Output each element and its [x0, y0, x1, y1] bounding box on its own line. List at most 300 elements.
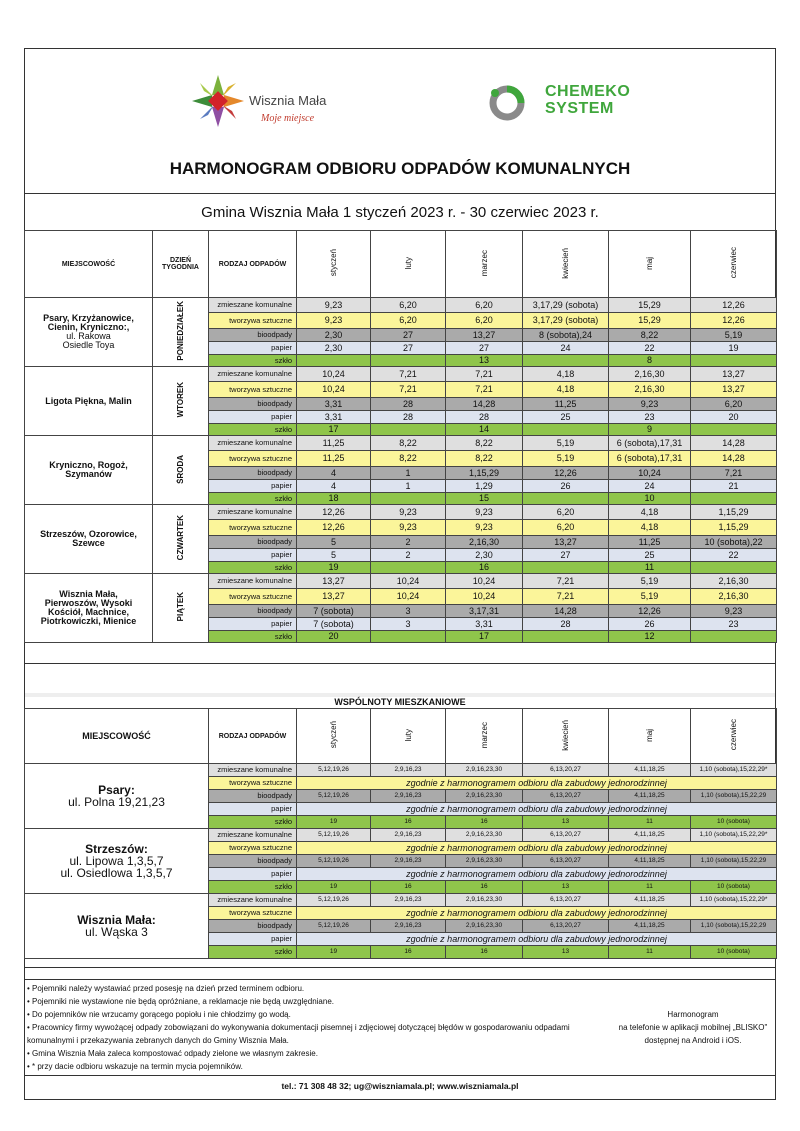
date-cell: 2,16,30 [446, 536, 523, 549]
date-cell: 8,22 [371, 436, 446, 451]
date-cell [691, 424, 777, 436]
date-cell: 3,31 [297, 398, 371, 411]
waste-type-label: bioodpady [209, 329, 297, 342]
date-cell: 1 [371, 467, 446, 480]
date-cell: 28 [523, 618, 609, 631]
month-header: kwiecień [561, 247, 570, 279]
waste-type-label: bioodpady [209, 398, 297, 411]
date-cell: 12,26 [297, 505, 371, 520]
date-cell: 27 [446, 342, 523, 355]
waste-type-label: tworzywa sztuczne [209, 907, 297, 920]
date-cell: 12,26 [691, 313, 777, 329]
date-cell: 15,29 [609, 298, 691, 313]
waste-type-label: bioodpady [209, 855, 297, 868]
merged-note: zgodnie z harmonogramem odbioru dla zabudowy jednorodzinnej [297, 933, 777, 946]
waste-type-label: szkło [209, 355, 297, 367]
date-cell: 7,21 [691, 467, 777, 480]
date-cell: 20 [297, 631, 371, 643]
location-line: Szymanów [65, 469, 112, 479]
location-line: ul. Wąska 3 [85, 925, 148, 939]
day-label: PONIEDZIAŁEK [175, 301, 185, 361]
date-cell: 5,19 [523, 436, 609, 451]
date-cell: 2,9,16,23,30 [446, 855, 523, 868]
date-cell: 7,21 [371, 367, 446, 382]
location-line: Cienin, Kryniczno:, [47, 322, 130, 332]
date-cell: 17 [446, 631, 523, 643]
divider [25, 193, 775, 194]
wisznia-motto: Moje miejsce [261, 113, 315, 124]
table-row [25, 298, 777, 313]
date-cell: 19 [297, 946, 371, 959]
location-title: Wisznia Mała: [77, 913, 156, 927]
waste-type-label: papier [209, 933, 297, 946]
date-cell [691, 631, 777, 643]
date-cell: 4,11,18,25 [609, 894, 691, 907]
location-line: Kryniczno, Rogoż, [49, 460, 128, 470]
note-line: • Pojemniki nie wystawione nie będą opróżniane, a reklamacje nie będą uwzględniane. [27, 997, 334, 1006]
table-row [25, 505, 777, 520]
month-header: luty [403, 728, 413, 742]
date-cell: 10 [609, 493, 691, 505]
date-cell: 21 [691, 480, 777, 493]
date-cell: 10,24 [371, 574, 446, 589]
date-cell: 6,20 [523, 520, 609, 536]
waste-type-label: zmieszane komunalne [209, 505, 297, 520]
location-line: Pierwoszów, Wysoki [44, 598, 133, 608]
date-cell: 1,15,29 [691, 520, 777, 536]
date-cell: 4,11,18,25 [609, 764, 691, 777]
date-cell: 16 [446, 562, 523, 574]
date-cell: 4,11,18,25 [609, 829, 691, 842]
date-cell: 1 [371, 480, 446, 493]
date-cell: 11 [609, 562, 691, 574]
app-info [609, 1008, 777, 1047]
wspolnoty-header [25, 709, 777, 764]
date-cell: 16 [446, 946, 523, 959]
date-cell: 2,9,16,23,30 [446, 894, 523, 907]
date-cell: 8 (sobota),24 [523, 329, 609, 342]
waste-type-label: zmieszane komunalne [209, 367, 297, 382]
waste-type-label: papier [209, 803, 297, 816]
waste-type-label: tworzywa sztuczne [209, 313, 297, 329]
date-cell: 9,23 [371, 505, 446, 520]
waste-type-label: zmieszane komunalne [209, 764, 297, 777]
merged-note: zgodnie z harmonogramem odbioru dla zabudowy jednorodzinnej [297, 868, 777, 881]
day-cell [153, 505, 209, 574]
location-line: Wisznia Mała, [59, 589, 118, 599]
date-cell: 2,30 [297, 329, 371, 342]
month-header: marzec [479, 249, 489, 277]
date-cell [523, 424, 609, 436]
date-cell: 1,10 (sobota),15,22,29 [691, 855, 777, 868]
date-cell: 9,23 [609, 398, 691, 411]
date-cell: 7 (sobota) [297, 605, 371, 618]
date-cell: 17 [297, 424, 371, 436]
wisznia-logo [189, 71, 389, 135]
date-cell: 4 [297, 480, 371, 493]
date-cell: 7,21 [371, 382, 446, 398]
date-cell: 9 [609, 424, 691, 436]
location-cell [25, 298, 153, 367]
date-cell: 26 [609, 618, 691, 631]
waste-type-label: zmieszane komunalne [209, 436, 297, 451]
waste-type-label: zmieszane komunalne [209, 574, 297, 589]
date-cell: 10 (sobota) [691, 946, 777, 959]
day-cell [153, 298, 209, 367]
date-cell: 11 [609, 816, 691, 829]
date-cell: 10,24 [297, 367, 371, 382]
date-cell: 13 [523, 881, 609, 894]
divider [25, 1075, 775, 1076]
date-cell: 11 [609, 881, 691, 894]
table-row [25, 764, 777, 777]
date-cell: 10 (sobota),22 [691, 536, 777, 549]
waste-type-label: zmieszane komunalne [209, 894, 297, 907]
wisznia-name: Wisznia Mała [249, 93, 327, 108]
date-cell: 8,22 [371, 451, 446, 467]
date-cell: 28 [446, 411, 523, 424]
date-cell: 16 [371, 816, 446, 829]
header-location: MIEJSCOWOŚĆ [25, 231, 153, 298]
date-cell: 3 [371, 618, 446, 631]
date-cell: 6 (sobota),17,31 [609, 451, 691, 467]
table-row [25, 436, 777, 451]
location-line: Strzeszów, Ozorowice, [40, 529, 137, 539]
date-cell: 8,22 [446, 436, 523, 451]
date-cell [523, 493, 609, 505]
location-cell [25, 829, 209, 894]
chemeko-line1: CHEMEKO [545, 83, 631, 100]
day-label: PIĄTEK [175, 592, 185, 622]
waste-type-label: tworzywa sztuczne [209, 382, 297, 398]
divider [25, 663, 775, 664]
date-cell: 2,9,16,23 [371, 855, 446, 868]
date-cell [371, 631, 446, 643]
date-cell: 6,13,20,27 [523, 829, 609, 842]
date-cell: 3,31 [446, 618, 523, 631]
date-cell: 6,20 [371, 298, 446, 313]
date-cell: 2,16,30 [691, 589, 777, 605]
date-cell [371, 424, 446, 436]
date-cell: 1,10 (sobota),15,22,29* [691, 829, 777, 842]
date-cell: 1,10 (sobota),15,22,29* [691, 894, 777, 907]
date-cell: 5,19 [691, 329, 777, 342]
date-cell: 19 [297, 562, 371, 574]
date-cell: 3,17,29 (sobota) [523, 298, 609, 313]
date-cell: 3,17,29 (sobota) [523, 313, 609, 329]
date-cell: 13 [446, 355, 523, 367]
waste-type-label: szkło [209, 493, 297, 505]
date-cell: 10,24 [609, 467, 691, 480]
merged-note: zgodnie z harmonogramem odbioru dla zabudowy jednorodzinnej [297, 777, 777, 790]
date-cell: 2,30 [446, 549, 523, 562]
waste-type-label: papier [209, 549, 297, 562]
date-cell: 13,27 [523, 536, 609, 549]
date-cell: 2,16,30 [609, 382, 691, 398]
waste-type-label: szkło [209, 562, 297, 574]
location-line: Ligota Piękna, Malin [45, 395, 132, 406]
date-cell: 23 [609, 411, 691, 424]
waste-type-label: papier [209, 480, 297, 493]
date-cell: 13,27 [691, 382, 777, 398]
waste-type-label: szkło [209, 816, 297, 829]
date-cell: 9,23 [297, 298, 371, 313]
date-cell: 22 [609, 342, 691, 355]
date-cell: 4,11,18,25 [609, 920, 691, 933]
table-row [25, 894, 777, 907]
date-cell: 22 [691, 549, 777, 562]
date-cell: 2 [371, 549, 446, 562]
month-header: kwiecień [561, 719, 570, 751]
waste-type-label: bioodpady [209, 467, 297, 480]
waste-type-label: szkło [209, 946, 297, 959]
day-label: CZWARTEK [175, 515, 185, 561]
date-cell: 14,28 [691, 436, 777, 451]
date-cell: 9,23 [297, 313, 371, 329]
location-cell [25, 367, 153, 436]
location-line: Osiedle Toya [62, 340, 115, 350]
date-cell: 10,24 [446, 589, 523, 605]
date-cell: 16 [371, 946, 446, 959]
date-cell [523, 562, 609, 574]
date-cell: 2,9,16,23 [371, 920, 446, 933]
merged-note: zgodnie z harmonogramem odbioru dla zabudowy jednorodzinnej [297, 842, 777, 855]
date-cell: 27 [371, 342, 446, 355]
date-cell: 13,27 [446, 329, 523, 342]
date-cell: 10 (sobota) [691, 881, 777, 894]
note-line: • Gmina Wisznia Mała zaleca kompostować odpady zielone we własnym zakresie. [27, 1049, 318, 1058]
date-cell: 7,21 [446, 382, 523, 398]
date-cell: 1,15,29 [691, 505, 777, 520]
date-cell: 18 [297, 493, 371, 505]
waste-type-label: papier [209, 342, 297, 355]
note-line: komunalnymi i przekazywania zebranych danych do Gminy Wisznia Mała. [27, 1036, 289, 1045]
date-cell: 8,22 [446, 451, 523, 467]
date-cell: 1,10 (sobota),15,22,29 [691, 920, 777, 933]
date-cell: 16 [446, 881, 523, 894]
location-cell [25, 574, 153, 643]
waste-type-label: papier [209, 618, 297, 631]
date-cell: 10 (sobota) [691, 816, 777, 829]
chemeko-logo [485, 83, 665, 127]
date-cell: 6,20 [371, 313, 446, 329]
chemeko-emblem-icon [485, 83, 529, 123]
location-cell [25, 894, 209, 959]
merged-note: zgodnie z harmonogramem odbioru dla zabudowy jednorodzinnej [297, 907, 777, 920]
app-info-line: na telefonie w aplikacji mobilnej „BLISKO" [618, 1023, 768, 1032]
date-cell [691, 493, 777, 505]
date-cell: 28 [371, 398, 446, 411]
date-cell: 11,25 [609, 536, 691, 549]
merged-note: zgodnie z harmonogramem odbioru dla zabudowy jednorodzinnej [297, 803, 777, 816]
wisznia-emblem-icon [189, 71, 247, 131]
w-header-location: MIEJSCOWOŚĆ [25, 709, 209, 764]
date-cell: 5 [297, 549, 371, 562]
month-header: marzec [479, 721, 489, 749]
date-cell: 12,26 [691, 298, 777, 313]
page-frame [24, 48, 776, 1100]
date-cell: 24 [523, 342, 609, 355]
wspolnoty-table [24, 708, 777, 959]
date-cell: 4,11,18,25 [609, 790, 691, 803]
date-cell: 6,13,20,27 [523, 894, 609, 907]
date-cell: 3 [371, 605, 446, 618]
date-cell: 9,23 [691, 605, 777, 618]
date-cell: 5,12,19,26 [297, 894, 371, 907]
date-cell: 27 [371, 329, 446, 342]
date-cell: 14 [446, 424, 523, 436]
month-header: czerwiec [729, 247, 738, 279]
date-cell: 5,19 [523, 451, 609, 467]
waste-type-label: tworzywa sztuczne [209, 520, 297, 536]
date-cell: 5,12,19,26 [297, 764, 371, 777]
date-cell [523, 355, 609, 367]
waste-type-label: szkło [209, 881, 297, 894]
app-info-line: Harmonogram [667, 1010, 719, 1019]
date-cell [371, 562, 446, 574]
date-cell: 10,24 [446, 574, 523, 589]
date-cell: 2,9,16,23 [371, 790, 446, 803]
date-cell: 5,19 [609, 574, 691, 589]
location-line: Kościół, Machnice, [47, 607, 130, 617]
date-cell: 2,16,30 [609, 367, 691, 382]
date-cell: 2,9,16,23 [371, 764, 446, 777]
date-cell: 13 [523, 816, 609, 829]
date-cell: 19 [297, 816, 371, 829]
date-cell: 9,23 [446, 505, 523, 520]
date-cell: 5,19 [609, 589, 691, 605]
date-cell: 2,9,16,23,30 [446, 764, 523, 777]
header-day: DZIEŃ TYGODNIA [153, 231, 209, 298]
date-cell: 25 [609, 549, 691, 562]
location-line: Piotrkowiczki, Mienice [40, 616, 137, 626]
w-header-waste-type: RODZAJ ODPADÓW [209, 709, 297, 764]
day-cell [153, 436, 209, 505]
notes-list [27, 982, 627, 1073]
date-cell: 1,29 [446, 480, 523, 493]
date-cell: 2,9,16,23,30 [446, 790, 523, 803]
date-cell [297, 355, 371, 367]
date-cell: 9,23 [446, 520, 523, 536]
header-waste-type: RODZAJ ODPADÓW [209, 231, 297, 298]
date-cell: 2,9,16,23 [371, 894, 446, 907]
wspolnoty-title: WSPÓLNOTY MIESZKANIOWE [334, 697, 466, 707]
location-line: ul. Polna 19,21,23 [68, 795, 165, 809]
month-header: luty [403, 256, 413, 270]
date-cell: 12 [609, 631, 691, 643]
day-label: ŚRODA [175, 454, 185, 484]
date-cell: 12,26 [297, 520, 371, 536]
date-cell: 12,26 [523, 467, 609, 480]
page-title: HARMONOGRAM ODBIORU ODPADÓW KOMUNALNYCH [169, 159, 631, 178]
date-cell: 2,9,16,23,30 [446, 829, 523, 842]
date-cell: 6,20 [691, 398, 777, 411]
date-cell: 9,23 [371, 520, 446, 536]
date-cell: 11,25 [297, 451, 371, 467]
waste-type-label: tworzywa sztuczne [209, 589, 297, 605]
date-cell: 19 [691, 342, 777, 355]
waste-type-label: papier [209, 868, 297, 881]
date-cell: 7,21 [523, 574, 609, 589]
date-cell [691, 562, 777, 574]
location-cell [25, 436, 153, 505]
date-cell: 24 [609, 480, 691, 493]
contact-line: tel.: 71 308 48 32; ug@wiszniamala.pl; www.wiszniamala.pl [281, 1081, 519, 1091]
location-title: Strzeszów: [85, 842, 148, 856]
date-cell: 13,27 [691, 367, 777, 382]
date-cell: 14,28 [523, 605, 609, 618]
date-cell [691, 355, 777, 367]
table-row [25, 367, 777, 382]
location-title: Psary: [98, 783, 135, 797]
note-line: • Do pojemników nie wrzucamy gorącego popiołu i nie chłodzimy go wodą. [27, 1010, 291, 1019]
waste-type-label: bioodpady [209, 920, 297, 933]
date-cell: 11,25 [523, 398, 609, 411]
note-line: • Pojemniki należy wystawiać przed posesję na dzień przed terminem odbioru. [27, 984, 305, 993]
date-cell: 2 [371, 536, 446, 549]
date-cell: 12,26 [609, 605, 691, 618]
date-cell: 11 [609, 946, 691, 959]
date-cell: 6,20 [523, 505, 609, 520]
date-cell: 11,25 [297, 436, 371, 451]
note-line: • Pracownicy firmy wywożącej odpady zobowiązani do wykonywania dokumentacji pisemnej i zdjęciowej dotyczącej błędów w gospodarowaniu odpadami [27, 1023, 570, 1032]
date-cell: 5,12,19,26 [297, 855, 371, 868]
date-cell: 2,30 [297, 342, 371, 355]
date-cell: 6 (sobota),17,31 [609, 436, 691, 451]
waste-type-label: zmieszane komunalne [209, 298, 297, 313]
waste-type-label: bioodpady [209, 605, 297, 618]
waste-type-label: tworzywa sztuczne [209, 842, 297, 855]
date-cell: 4,18 [609, 505, 691, 520]
date-cell: 26 [523, 480, 609, 493]
day-cell [153, 574, 209, 643]
date-cell: 27 [523, 549, 609, 562]
date-cell: 4 [297, 467, 371, 480]
date-cell: 6,13,20,27 [523, 855, 609, 868]
date-cell: 8 [609, 355, 691, 367]
location-cell [25, 764, 209, 829]
date-cell: 3,31 [297, 411, 371, 424]
chemeko-line2: SYSTEM [545, 100, 614, 117]
date-cell: 1,10 (sobota),15,22,29 [691, 790, 777, 803]
date-cell: 6,20 [446, 313, 523, 329]
date-cell: 23 [691, 618, 777, 631]
location-line: Psary, Krzyżanowice, [43, 313, 134, 323]
waste-type-label: tworzywa sztuczne [209, 451, 297, 467]
date-cell: 25 [523, 411, 609, 424]
date-cell: 15 [446, 493, 523, 505]
date-cell: 14,28 [446, 398, 523, 411]
waste-type-label: szkło [209, 631, 297, 643]
schedule-table [24, 230, 777, 643]
date-cell: 20 [691, 411, 777, 424]
date-cell: 6,13,20,27 [523, 764, 609, 777]
date-cell: 5,12,19,26 [297, 920, 371, 933]
date-cell: 14,28 [691, 451, 777, 467]
page-subtitle: Gmina Wisznia Mała 1 styczeń 2023 r. - 30 czerwiec 2023 r. [201, 204, 599, 221]
month-header: maj [645, 256, 654, 270]
date-cell: 28 [371, 411, 446, 424]
date-cell [523, 631, 609, 643]
date-cell: 13,27 [297, 574, 371, 589]
waste-type-label: tworzywa sztuczne [209, 777, 297, 790]
divider [25, 967, 775, 968]
date-cell [371, 493, 446, 505]
date-cell: 2,16,30 [691, 574, 777, 589]
waste-type-label: szkło [209, 424, 297, 436]
date-cell: 7,21 [523, 589, 609, 605]
month-header: czerwiec [729, 719, 738, 751]
